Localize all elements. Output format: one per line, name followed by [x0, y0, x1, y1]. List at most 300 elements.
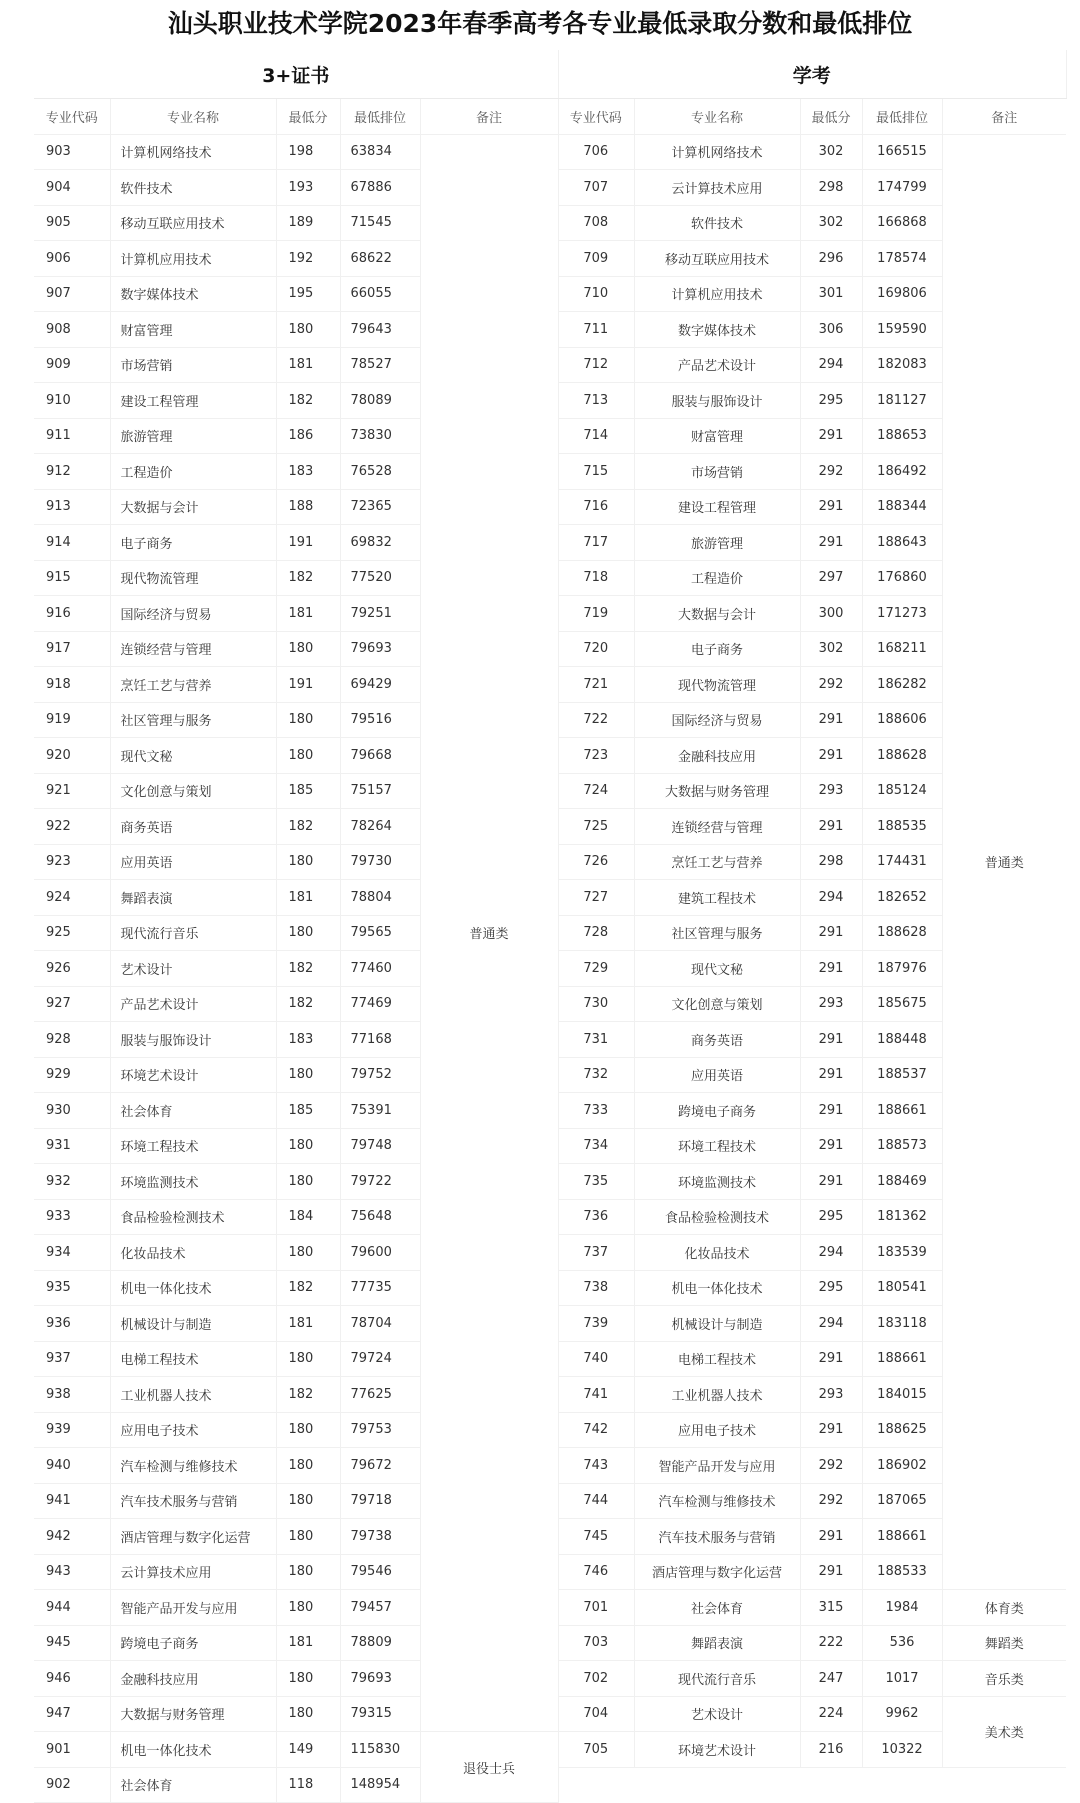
major-name: 数字媒体技术: [110, 276, 276, 312]
min-rank: 178574: [862, 241, 942, 277]
min-score: 180: [276, 1554, 340, 1590]
min-rank: 79546: [340, 1554, 420, 1590]
major-code: 901: [34, 1732, 110, 1768]
major-name: 烹饪工艺与营养: [634, 844, 800, 880]
major-code: 732: [558, 1057, 634, 1093]
min-rank: 78089: [340, 383, 420, 419]
major-name: 建设工程管理: [634, 489, 800, 525]
major-code: 741: [558, 1377, 634, 1413]
min-rank: 187976: [862, 951, 942, 987]
min-rank: 79251: [340, 596, 420, 632]
min-score: 195: [276, 276, 340, 312]
min-rank: 66055: [340, 276, 420, 312]
min-rank: 75391: [340, 1093, 420, 1129]
major-code: 730: [558, 986, 634, 1022]
min-score: 185: [276, 773, 340, 809]
min-score: 291: [800, 738, 862, 774]
major-name: 酒店管理与数字化运营: [110, 1519, 276, 1555]
min-score: 293: [800, 986, 862, 1022]
min-rank: 63834: [340, 134, 420, 170]
min-rank: 79722: [340, 1164, 420, 1200]
major-name: 社会体育: [110, 1767, 276, 1803]
min-score: 291: [800, 489, 862, 525]
min-score: 184: [276, 1199, 340, 1235]
major-code: 911: [34, 418, 110, 454]
min-rank: 67886: [340, 170, 420, 206]
major-name: 应用电子技术: [110, 1412, 276, 1448]
min-score: 295: [800, 383, 862, 419]
major-code: 729: [558, 951, 634, 987]
min-score: 291: [800, 1341, 862, 1377]
major-name: 大数据与财务管理: [110, 1696, 276, 1732]
min-rank: 1017: [862, 1661, 942, 1697]
min-rank: 77735: [340, 1270, 420, 1306]
major-name: 社区管理与服务: [634, 915, 800, 951]
major-code: 935: [34, 1270, 110, 1306]
min-score: 180: [276, 312, 340, 348]
major-name: 服装与服饰设计: [110, 1022, 276, 1058]
col-header-note: 备注: [420, 99, 558, 135]
min-score: 301: [800, 276, 862, 312]
major-name: 环境监测技术: [634, 1164, 800, 1200]
major-name: 舞蹈表演: [634, 1625, 800, 1661]
major-name: 汽车检测与维修技术: [634, 1483, 800, 1519]
min-score: 291: [800, 1412, 862, 1448]
min-score: 180: [276, 1483, 340, 1519]
min-score: 292: [800, 1483, 862, 1519]
min-rank: 188469: [862, 1164, 942, 1200]
major-code: 742: [558, 1412, 634, 1448]
major-name: 市场营销: [634, 454, 800, 490]
min-score: 294: [800, 1235, 862, 1271]
major-name: 软件技术: [634, 205, 800, 241]
min-score: 294: [800, 880, 862, 916]
col-header-code: 专业代码: [558, 99, 634, 135]
min-score: 291: [800, 951, 862, 987]
min-rank: 79457: [340, 1590, 420, 1626]
major-name: 舞蹈表演: [110, 880, 276, 916]
major-name: 数字媒体技术: [634, 312, 800, 348]
certificate-admission-table: [34, 50, 559, 1803]
min-rank: 183539: [862, 1235, 942, 1271]
major-code: 743: [558, 1448, 634, 1484]
major-name: 食品检验检测技术: [110, 1199, 276, 1235]
min-score: 181: [276, 1306, 340, 1342]
academic-test-admission-table: [558, 50, 1067, 1768]
major-code: 931: [34, 1128, 110, 1164]
table-row: [558, 1625, 1066, 1661]
min-rank: 188643: [862, 525, 942, 561]
min-score: 296: [800, 241, 862, 277]
major-name: 连锁经营与管理: [634, 809, 800, 845]
major-name: 金融科技应用: [634, 738, 800, 774]
min-score: 292: [800, 1448, 862, 1484]
min-score: 293: [800, 773, 862, 809]
min-rank: 188537: [862, 1057, 942, 1093]
major-name: 汽车检测与维修技术: [110, 1448, 276, 1484]
min-score: 191: [276, 667, 340, 703]
min-rank: 185675: [862, 986, 942, 1022]
min-rank: 186492: [862, 454, 942, 490]
min-rank: 188628: [862, 915, 942, 951]
major-name: 移动互联应用技术: [110, 205, 276, 241]
category-note: 退役士兵: [420, 1732, 558, 1803]
min-score: 216: [800, 1732, 862, 1768]
major-code: 717: [558, 525, 634, 561]
major-code: 906: [34, 241, 110, 277]
min-score: 188: [276, 489, 340, 525]
min-rank: 69832: [340, 525, 420, 561]
major-code: 739: [558, 1306, 634, 1342]
major-code: 723: [558, 738, 634, 774]
min-rank: 78704: [340, 1306, 420, 1342]
major-code: 938: [34, 1377, 110, 1413]
major-code: 744: [558, 1483, 634, 1519]
col-header-name: 专业名称: [110, 99, 276, 135]
major-name: 应用英语: [634, 1057, 800, 1093]
major-name: 汽车技术服务与营销: [110, 1483, 276, 1519]
min-rank: 77625: [340, 1377, 420, 1413]
major-name: 工业机器人技术: [634, 1377, 800, 1413]
major-name: 环境监测技术: [110, 1164, 276, 1200]
min-rank: 188606: [862, 702, 942, 738]
col-header-min-score: 最低分: [276, 99, 340, 135]
major-name: 云计算技术应用: [110, 1554, 276, 1590]
major-code: 919: [34, 702, 110, 738]
major-code: 913: [34, 489, 110, 525]
min-rank: 10322: [862, 1732, 942, 1768]
min-rank: 79753: [340, 1412, 420, 1448]
min-rank: 79752: [340, 1057, 420, 1093]
major-code: 917: [34, 631, 110, 667]
major-code: 718: [558, 560, 634, 596]
major-code: 934: [34, 1235, 110, 1271]
section-title-academic: 学考: [558, 50, 1066, 99]
major-code: 727: [558, 880, 634, 916]
min-rank: 180541: [862, 1270, 942, 1306]
major-name: 建设工程管理: [110, 383, 276, 419]
major-code: 902: [34, 1767, 110, 1803]
major-name: 大数据与财务管理: [634, 773, 800, 809]
major-code: 736: [558, 1199, 634, 1235]
min-score: 181: [276, 596, 340, 632]
major-code: 726: [558, 844, 634, 880]
major-code: 921: [34, 773, 110, 809]
min-rank: 79718: [340, 1483, 420, 1519]
major-name: 机械设计与制造: [110, 1306, 276, 1342]
min-score: 180: [276, 1235, 340, 1271]
major-code: 707: [558, 170, 634, 206]
major-code: 903: [34, 134, 110, 170]
min-rank: 79738: [340, 1519, 420, 1555]
min-rank: 79672: [340, 1448, 420, 1484]
table-row: [558, 1590, 1066, 1626]
major-name: 智能产品开发与应用: [634, 1448, 800, 1484]
col-header-name: 专业名称: [634, 99, 800, 135]
min-rank: 182083: [862, 347, 942, 383]
min-score: 315: [800, 1590, 862, 1626]
major-code: 944: [34, 1590, 110, 1626]
major-code: 922: [34, 809, 110, 845]
min-score: 291: [800, 525, 862, 561]
category-note: 普通类: [942, 134, 1066, 1590]
min-score: 302: [800, 134, 862, 170]
min-score: 306: [800, 312, 862, 348]
min-rank: 181362: [862, 1199, 942, 1235]
table-row: [558, 1661, 1066, 1697]
min-score: 180: [276, 1057, 340, 1093]
major-code: 745: [558, 1519, 634, 1555]
min-rank: 166868: [862, 205, 942, 241]
min-rank: 159590: [862, 312, 942, 348]
major-name: 跨境电子商务: [634, 1093, 800, 1129]
major-code: 737: [558, 1235, 634, 1271]
min-rank: 115830: [340, 1732, 420, 1768]
major-name: 软件技术: [110, 170, 276, 206]
min-score: 180: [276, 915, 340, 951]
min-rank: 188533: [862, 1554, 942, 1590]
min-rank: 77460: [340, 951, 420, 987]
min-rank: 171273: [862, 596, 942, 632]
major-code: 933: [34, 1199, 110, 1235]
min-score: 182: [276, 1270, 340, 1306]
major-name: 文化创意与策划: [634, 986, 800, 1022]
major-name: 商务英语: [110, 809, 276, 845]
min-score: 294: [800, 1306, 862, 1342]
major-name: 建筑工程技术: [634, 880, 800, 916]
min-rank: 168211: [862, 631, 942, 667]
major-code: 946: [34, 1661, 110, 1697]
major-code: 719: [558, 596, 634, 632]
min-rank: 73830: [340, 418, 420, 454]
major-code: 708: [558, 205, 634, 241]
major-name: 工程造价: [634, 560, 800, 596]
min-score: 192: [276, 241, 340, 277]
major-name: 国际经济与贸易: [634, 702, 800, 738]
major-code: 725: [558, 809, 634, 845]
min-score: 185: [276, 1093, 340, 1129]
min-score: 294: [800, 347, 862, 383]
min-rank: 76528: [340, 454, 420, 490]
page-title: 汕头职业技术学院2023年春季高考各专业最低录取分数和最低排位: [167, 9, 913, 38]
min-score: 189: [276, 205, 340, 241]
major-code: 909: [34, 347, 110, 383]
major-code: 711: [558, 312, 634, 348]
min-score: 180: [276, 1696, 340, 1732]
min-rank: 77469: [340, 986, 420, 1022]
major-name: 机电一体化技术: [634, 1270, 800, 1306]
major-code: 932: [34, 1164, 110, 1200]
min-score: 291: [800, 809, 862, 845]
major-code: 716: [558, 489, 634, 525]
min-score: 182: [276, 560, 340, 596]
major-name: 计算机网络技术: [110, 134, 276, 170]
col-header-code: 专业代码: [34, 99, 110, 135]
min-score: 291: [800, 1519, 862, 1555]
min-score: 182: [276, 951, 340, 987]
min-score: 181: [276, 347, 340, 383]
major-name: 计算机应用技术: [110, 241, 276, 277]
major-code: 926: [34, 951, 110, 987]
major-name: 电梯工程技术: [110, 1341, 276, 1377]
major-code: 710: [558, 276, 634, 312]
col-header-min-rank: 最低排位: [340, 99, 420, 135]
major-name: 文化创意与策划: [110, 773, 276, 809]
min-score: 186: [276, 418, 340, 454]
major-name: 电子商务: [634, 631, 800, 667]
min-rank: 188661: [862, 1093, 942, 1129]
table-row: [558, 1696, 1066, 1732]
major-code: 947: [34, 1696, 110, 1732]
major-name: 环境工程技术: [110, 1128, 276, 1164]
major-code: 703: [558, 1625, 634, 1661]
major-code: 735: [558, 1164, 634, 1200]
min-rank: 174799: [862, 170, 942, 206]
min-rank: 148954: [340, 1767, 420, 1803]
min-score: 302: [800, 205, 862, 241]
min-rank: 188661: [862, 1341, 942, 1377]
col-header-min-rank: 最低排位: [862, 99, 942, 135]
major-code: 912: [34, 454, 110, 490]
section-title-certificate: 3+证书: [34, 50, 558, 99]
major-code: 929: [34, 1057, 110, 1093]
major-code: 942: [34, 1519, 110, 1555]
min-score: 291: [800, 915, 862, 951]
major-code: 709: [558, 241, 634, 277]
major-name: 国际经济与贸易: [110, 596, 276, 632]
major-code: 943: [34, 1554, 110, 1590]
major-code: 724: [558, 773, 634, 809]
min-score: 183: [276, 454, 340, 490]
col-header-min-score: 最低分: [800, 99, 862, 135]
major-name: 现代流行音乐: [634, 1661, 800, 1697]
category-note: 舞蹈类: [942, 1625, 1066, 1661]
min-score: 295: [800, 1270, 862, 1306]
min-rank: 186282: [862, 667, 942, 703]
major-name: 机电一体化技术: [110, 1270, 276, 1306]
min-score: 180: [276, 1519, 340, 1555]
major-code: 722: [558, 702, 634, 738]
major-name: 烹饪工艺与营养: [110, 667, 276, 703]
major-code: 925: [34, 915, 110, 951]
major-code: 705: [558, 1732, 634, 1768]
min-rank: 79516: [340, 702, 420, 738]
major-name: 财富管理: [110, 312, 276, 348]
major-name: 机电一体化技术: [110, 1732, 276, 1768]
min-rank: 166515: [862, 134, 942, 170]
category-note: 普通类: [420, 134, 558, 1732]
major-name: 旅游管理: [110, 418, 276, 454]
min-score: 182: [276, 986, 340, 1022]
table-row: [558, 134, 1066, 170]
major-name: 工程造价: [110, 454, 276, 490]
min-rank: 188628: [862, 738, 942, 774]
min-score: 292: [800, 667, 862, 703]
min-score: 180: [276, 1164, 340, 1200]
major-name: 环境工程技术: [634, 1128, 800, 1164]
col-header-note: 备注: [942, 99, 1066, 135]
major-name: 移动互联应用技术: [634, 241, 800, 277]
min-score: 247: [800, 1661, 862, 1697]
major-name: 环境艺术设计: [110, 1057, 276, 1093]
major-name: 产品艺术设计: [634, 347, 800, 383]
min-rank: 79724: [340, 1341, 420, 1377]
major-code: 937: [34, 1341, 110, 1377]
major-name: 市场营销: [110, 347, 276, 383]
major-code: 914: [34, 525, 110, 561]
major-code: 907: [34, 276, 110, 312]
min-rank: 71545: [340, 205, 420, 241]
major-name: 现代文秘: [634, 951, 800, 987]
major-code: 908: [34, 312, 110, 348]
min-score: 180: [276, 1412, 340, 1448]
min-score: 180: [276, 1448, 340, 1484]
major-code: 916: [34, 596, 110, 632]
min-rank: 188535: [862, 809, 942, 845]
major-name: 化妆品技术: [110, 1235, 276, 1271]
min-rank: 536: [862, 1625, 942, 1661]
min-rank: 188448: [862, 1022, 942, 1058]
min-rank: 185124: [862, 773, 942, 809]
min-rank: 79315: [340, 1696, 420, 1732]
min-score: 181: [276, 880, 340, 916]
min-score: 183: [276, 1022, 340, 1058]
major-name: 环境艺术设计: [634, 1732, 800, 1768]
major-code: 738: [558, 1270, 634, 1306]
major-name: 艺术设计: [110, 951, 276, 987]
major-code: 927: [34, 986, 110, 1022]
major-name: 旅游管理: [634, 525, 800, 561]
min-rank: 78804: [340, 880, 420, 916]
min-score: 180: [276, 738, 340, 774]
min-rank: 9962: [862, 1696, 942, 1732]
major-code: 746: [558, 1554, 634, 1590]
min-rank: 188344: [862, 489, 942, 525]
min-rank: 75648: [340, 1199, 420, 1235]
min-score: 180: [276, 702, 340, 738]
min-score: 298: [800, 844, 862, 880]
major-code: 701: [558, 1590, 634, 1626]
min-score: 180: [276, 1341, 340, 1377]
major-name: 工业机器人技术: [110, 1377, 276, 1413]
major-code: 904: [34, 170, 110, 206]
major-name: 计算机网络技术: [634, 134, 800, 170]
min-rank: 79668: [340, 738, 420, 774]
major-code: 715: [558, 454, 634, 490]
min-score: 180: [276, 1590, 340, 1626]
min-score: 222: [800, 1625, 862, 1661]
major-code: 910: [34, 383, 110, 419]
min-score: 302: [800, 631, 862, 667]
major-code: 731: [558, 1022, 634, 1058]
major-code: 712: [558, 347, 634, 383]
major-name: 电子商务: [110, 525, 276, 561]
min-rank: 79693: [340, 1661, 420, 1697]
major-name: 现代物流管理: [110, 560, 276, 596]
min-rank: 174431: [862, 844, 942, 880]
major-name: 汽车技术服务与营销: [634, 1519, 800, 1555]
major-name: 商务英语: [634, 1022, 800, 1058]
min-rank: 188573: [862, 1128, 942, 1164]
min-rank: 188625: [862, 1412, 942, 1448]
major-name: 大数据与会计: [110, 489, 276, 525]
major-name: 财富管理: [634, 418, 800, 454]
category-note: 体育类: [942, 1590, 1066, 1626]
major-name: 云计算技术应用: [634, 170, 800, 206]
min-rank: 169806: [862, 276, 942, 312]
min-score: 180: [276, 1128, 340, 1164]
min-rank: 176860: [862, 560, 942, 596]
